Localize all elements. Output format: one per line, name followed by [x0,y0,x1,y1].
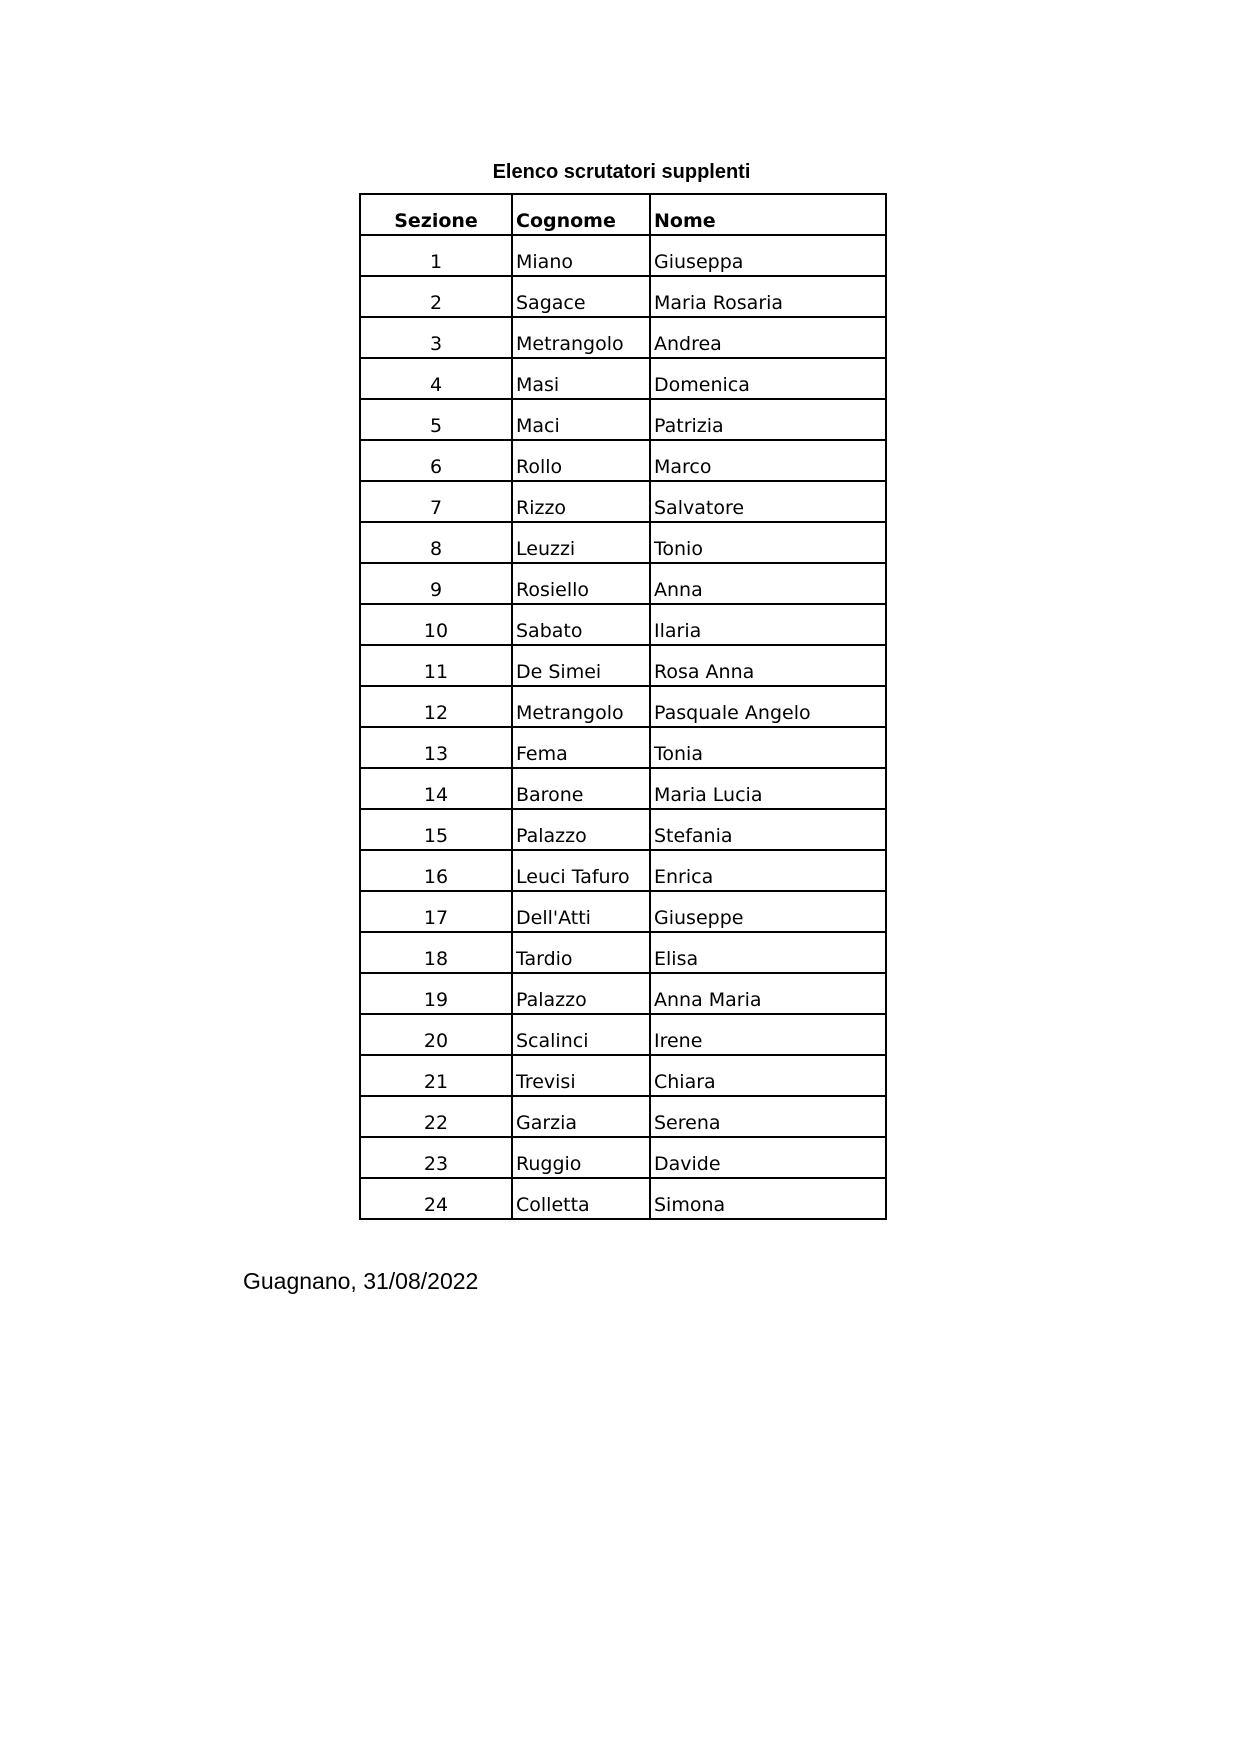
cell-sezione: 13 [360,727,512,768]
cell-nome: Chiara [650,1055,886,1096]
cell-cognome: Leuci Tafuro [512,850,650,891]
cell-sezione: 24 [360,1178,512,1219]
cell-nome: Davide [650,1137,886,1178]
cell-sezione: 7 [360,481,512,522]
cell-nome: Rosa Anna [650,645,886,686]
table-row [360,645,886,686]
cell-cognome: Rosiello [512,563,650,604]
table-body [360,235,886,1219]
scrutatori-table [359,193,887,1220]
cell-nome: Maria Rosaria [650,276,886,317]
cell-sezione: 2 [360,276,512,317]
header-nome: Nome [650,194,886,235]
cell-sezione: 11 [360,645,512,686]
table-row [360,563,886,604]
cell-sezione: 21 [360,1055,512,1096]
cell-nome: Salvatore [650,481,886,522]
cell-cognome: Metrangolo [512,686,650,727]
table-row [360,358,886,399]
cell-cognome: Dell'Atti [512,891,650,932]
cell-nome: Maria Lucia [650,768,886,809]
table-row [360,604,886,645]
table-row [360,1178,886,1219]
cell-cognome: Metrangolo [512,317,650,358]
cell-cognome: Leuzzi [512,522,650,563]
table-row [360,809,886,850]
table-row [360,973,886,1014]
cell-cognome: Maci [512,399,650,440]
table-row [360,932,886,973]
cell-sezione: 8 [360,522,512,563]
cell-cognome: Trevisi [512,1055,650,1096]
cell-nome: Giuseppe [650,891,886,932]
cell-sezione: 17 [360,891,512,932]
cell-cognome: Sabato [512,604,650,645]
cell-sezione: 23 [360,1137,512,1178]
cell-cognome: Palazzo [512,973,650,1014]
cell-sezione: 20 [360,1014,512,1055]
table-row [360,1014,886,1055]
cell-nome: Anna Maria [650,973,886,1014]
table-row [360,768,886,809]
table-row [360,440,886,481]
cell-cognome: Barone [512,768,650,809]
cell-sezione: 22 [360,1096,512,1137]
place-date: Guagnano, 31/08/2022 [243,1268,479,1294]
cell-nome: Pasquale Angelo [650,686,886,727]
table-row [360,522,886,563]
cell-nome: Ilaria [650,604,886,645]
cell-nome: Anna [650,563,886,604]
cell-sezione: 4 [360,358,512,399]
cell-nome: Giuseppa [650,235,886,276]
cell-nome: Irene [650,1014,886,1055]
cell-sezione: 1 [360,235,512,276]
cell-sezione: 15 [360,809,512,850]
table-row [360,1055,886,1096]
table-row [360,1137,886,1178]
table-row [360,891,886,932]
cell-cognome: Palazzo [512,809,650,850]
cell-sezione: 6 [360,440,512,481]
cell-sezione: 18 [360,932,512,973]
cell-sezione: 16 [360,850,512,891]
cell-sezione: 14 [360,768,512,809]
cell-nome: Marco [650,440,886,481]
table-row [360,686,886,727]
cell-cognome: De Simei [512,645,650,686]
cell-nome: Domenica [650,358,886,399]
cell-sezione: 10 [360,604,512,645]
cell-cognome: Masi [512,358,650,399]
cell-nome: Serena [650,1096,886,1137]
table-row [360,481,886,522]
cell-nome: Enrica [650,850,886,891]
cell-nome: Patrizia [650,399,886,440]
cell-sezione: 19 [360,973,512,1014]
table-header-row [360,194,886,235]
header-sezione: Sezione [360,194,512,235]
cell-cognome: Fema [512,727,650,768]
table-row [360,727,886,768]
cell-cognome: Miano [512,235,650,276]
document-title: Elenco scrutatori supplenti [492,161,751,183]
table-row [360,317,886,358]
cell-sezione: 5 [360,399,512,440]
cell-nome: Stefania [650,809,886,850]
cell-cognome: Garzia [512,1096,650,1137]
header-cognome: Cognome [512,194,650,235]
cell-cognome: Rizzo [512,481,650,522]
cell-sezione: 12 [360,686,512,727]
cell-cognome: Colletta [512,1178,650,1219]
table-row [360,1096,886,1137]
cell-nome: Elisa [650,932,886,973]
cell-nome: Simona [650,1178,886,1219]
cell-cognome: Sagace [512,276,650,317]
table-row [360,276,886,317]
cell-cognome: Tardio [512,932,650,973]
table-row [360,850,886,891]
cell-nome: Tonia [650,727,886,768]
cell-sezione: 3 [360,317,512,358]
cell-cognome: Rollo [512,440,650,481]
table-row [360,399,886,440]
cell-nome: Tonio [650,522,886,563]
table-row [360,235,886,276]
cell-nome: Andrea [650,317,886,358]
cell-cognome: Scalinci [512,1014,650,1055]
cell-sezione: 9 [360,563,512,604]
cell-cognome: Ruggio [512,1137,650,1178]
